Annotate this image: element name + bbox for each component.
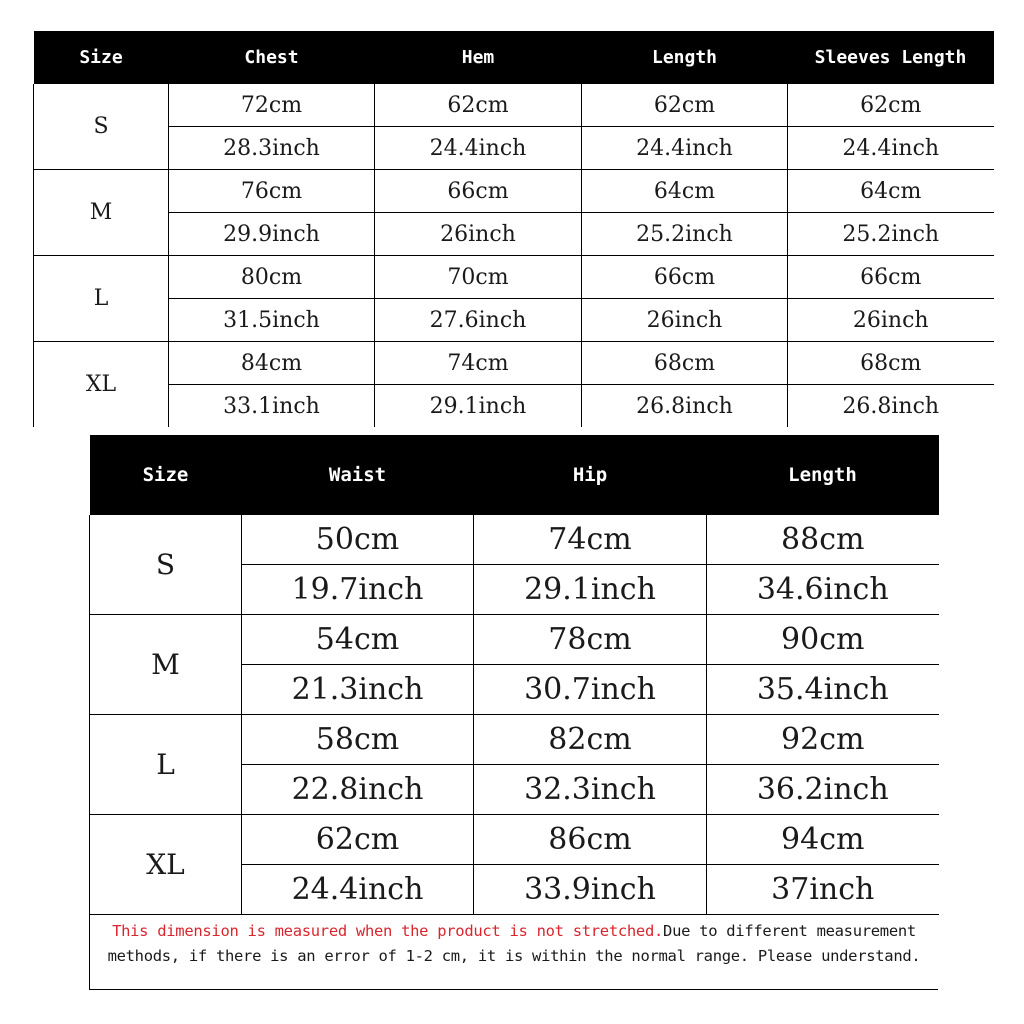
table-cell: 21.3inch — [242, 665, 474, 715]
size-label: XL — [34, 342, 169, 428]
table-cell: 27.6inch — [375, 299, 582, 342]
table-cell: 62cm — [242, 815, 474, 865]
table-row — [90, 715, 939, 765]
note-warning-text: This dimension is measured when the product is not stretched. — [112, 922, 664, 940]
table-cell: 74cm — [474, 515, 707, 565]
table-cell: 58cm — [242, 715, 474, 765]
table-cell: 29.1inch — [375, 385, 582, 428]
header-hip: Hip — [474, 435, 707, 515]
size-label: L — [34, 256, 169, 342]
table-row — [34, 385, 994, 428]
table-cell: 50cm — [242, 515, 474, 565]
table-cell: 82cm — [474, 715, 707, 765]
table-cell: 29.9inch — [169, 213, 375, 256]
table-cell: 54cm — [242, 615, 474, 665]
header-size: Size — [34, 31, 169, 84]
table-cell: 70cm — [375, 256, 582, 299]
size-label: L — [90, 715, 242, 815]
table-cell: 36.2inch — [707, 765, 939, 815]
table-cell: 66cm — [375, 170, 582, 213]
top-table-header-row — [34, 31, 994, 84]
measurement-note — [89, 914, 938, 990]
table-cell: 31.5inch — [169, 299, 375, 342]
table-cell: 68cm — [788, 342, 994, 385]
size-label: M — [90, 615, 242, 715]
table-cell: 64cm — [582, 170, 788, 213]
table-cell: 22.8inch — [242, 765, 474, 815]
table-cell: 28.3inch — [169, 127, 375, 170]
table-cell: 24.4inch — [582, 127, 788, 170]
table-cell: 29.1inch — [474, 565, 707, 615]
table-cell: 88cm — [707, 515, 939, 565]
table-row — [34, 127, 994, 170]
table-row — [90, 515, 939, 565]
table-row — [34, 342, 994, 385]
table-cell: 62cm — [582, 84, 788, 127]
table-cell: 92cm — [707, 715, 939, 765]
table-cell: 84cm — [169, 342, 375, 385]
bottom-table-header-row — [90, 435, 939, 515]
table-cell: 80cm — [169, 256, 375, 299]
table-cell: 24.4inch — [242, 865, 474, 915]
table-cell: 86cm — [474, 815, 707, 865]
table-cell: 64cm — [788, 170, 994, 213]
table-row — [34, 299, 994, 342]
table-cell: 26inch — [582, 299, 788, 342]
table-cell: 37inch — [707, 865, 939, 915]
table-cell: 24.4inch — [788, 127, 994, 170]
table-cell: 24.4inch — [375, 127, 582, 170]
table-cell: 34.6inch — [707, 565, 939, 615]
size-label: S — [90, 515, 242, 615]
header-hem: Hem — [375, 31, 582, 84]
size-label: S — [34, 84, 169, 170]
size-label: XL — [90, 815, 242, 915]
table-cell: 78cm — [474, 615, 707, 665]
table-row — [34, 170, 994, 213]
table-cell: 35.4inch — [707, 665, 939, 715]
table-cell: 74cm — [375, 342, 582, 385]
top-size-table — [33, 31, 994, 427]
table-cell: 26inch — [375, 213, 582, 256]
table-cell: 30.7inch — [474, 665, 707, 715]
header-length: Length — [582, 31, 788, 84]
header-size: Size — [90, 435, 242, 515]
table-cell: 62cm — [375, 84, 582, 127]
table-row — [34, 213, 994, 256]
bottom-size-table — [89, 435, 939, 915]
size-label: M — [34, 170, 169, 256]
table-cell: 26.8inch — [788, 385, 994, 428]
table-cell: 25.2inch — [582, 213, 788, 256]
table-row — [90, 615, 939, 665]
table-cell: 66cm — [582, 256, 788, 299]
header-sleeves-length: Sleeves Length — [788, 31, 994, 84]
header-length: Length — [707, 435, 939, 515]
header-chest: Chest — [169, 31, 375, 84]
table-cell: 90cm — [707, 615, 939, 665]
table-cell: 19.7inch — [242, 565, 474, 615]
table-cell: 76cm — [169, 170, 375, 213]
table-cell: 66cm — [788, 256, 994, 299]
table-cell: 72cm — [169, 84, 375, 127]
table-cell: 33.9inch — [474, 865, 707, 915]
table-row — [34, 84, 994, 127]
table-cell: 26inch — [788, 299, 994, 342]
table-cell: 33.1inch — [169, 385, 375, 428]
header-waist: Waist — [242, 435, 474, 515]
table-row — [90, 815, 939, 865]
table-cell: 94cm — [707, 815, 939, 865]
table-cell: 68cm — [582, 342, 788, 385]
table-cell: 62cm — [788, 84, 994, 127]
table-row — [34, 256, 994, 299]
table-cell: 25.2inch — [788, 213, 994, 256]
table-cell: 26.8inch — [582, 385, 788, 428]
note-body-text: Due to different measurement methods, if there is an error of 1-2 cm, it is within the normal range. Please understand. — [107, 922, 921, 965]
table-cell: 32.3inch — [474, 765, 707, 815]
